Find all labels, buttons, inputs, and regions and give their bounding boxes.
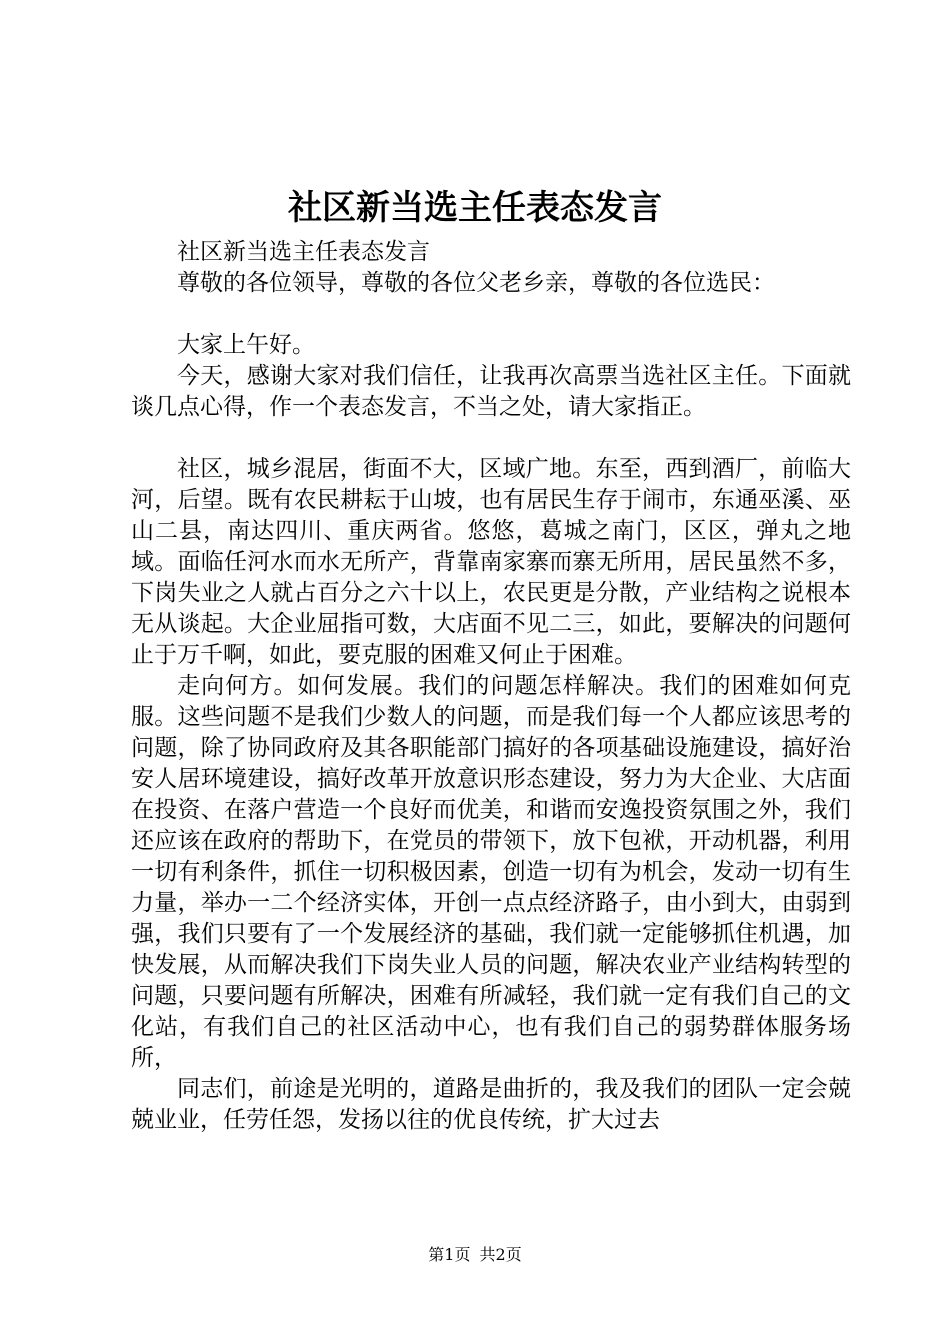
paragraph-subtitle: 社区新当选主任表态发言: [177, 239, 430, 265]
page-footer: [0, 1244, 950, 1266]
paragraph-thanks: 今天，感谢大家对我们信任，让我再次高票当选社区主任。下面就谈几点心得，作一个表态发言，不当之处，请大家指正。: [131, 363, 851, 420]
paragraph-salutation: 尊敬的各位领导，尊敬的各位父老乡亲，尊敬的各位选民：: [177, 270, 775, 296]
paragraph-development: 走向何方。如何发展。我们的问题怎样解决。我们的困难如何克服。这些问题不是我们少数人的问题，而是我们每一个人都应该思考的问题，除了协同政府及其各职能部门搞好的各项基础设施建设，搞好治安人居环境建设，搞好改革开放意识形态建设，努力为大企业、大店面在投资、在落户营造一个良好而优美，和谐而安逸投资氛围之外，我们还应该在政府的帮助下，在党员的带领下，放下包袱，开动机器，利用一切有利条件，抓住一切积极因素，创造一切有为机会，发动一切有生力量，举办一二个经济实体，开创一点点经济路子，由小到大，由弱到强，我们只要有了一个发展经济的基础，我们就一定能够抓住机遇，加快发展，从而解决我们下岗失业人员的问题，解决农业产业结构转型的问题，只要问题有所解决，困难有所减轻，我们就一定有我们自己的文化站，有我们自己的社区活动中心，也有我们自己的弱势群体服务场所，: [131, 673, 851, 1071]
paragraph-comrades: 同志们，前途是光明的，道路是曲折的，我及我们的团队一定会兢兢业业，任劳任怨，发扬以往的优良传统，扩大过去: [131, 1076, 851, 1133]
page-number: 第1页: [428, 1245, 471, 1264]
paragraph-community: 社区，城乡混居，街面不大，区域广地。东至，西到酒厂，前临大河，后望。既有农民耕耘于山坡，也有居民生存于闹市，东通巫溪、巫山二县，南达四川、重庆两省。悠悠，葛城之南门，区区，弹丸之地域。面临任河水而水无所产，背靠南家寨而寨无所用，居民虽然不多，下岗失业之人就占百分之六十以上，农民更是分散，产业结构之说根本无从谈起。大企业屈指可数，大店面不见二三，如此，要解决的问题何止于万千啊，如此，要克服的困难又何止于困难。: [131, 456, 851, 668]
paragraph-greeting: 大家上午好。: [177, 332, 315, 358]
document-title: 社区新当选主任表态发言: [288, 188, 662, 228]
document-body: [131, 237, 851, 1136]
page-total: 共2页: [479, 1245, 522, 1264]
